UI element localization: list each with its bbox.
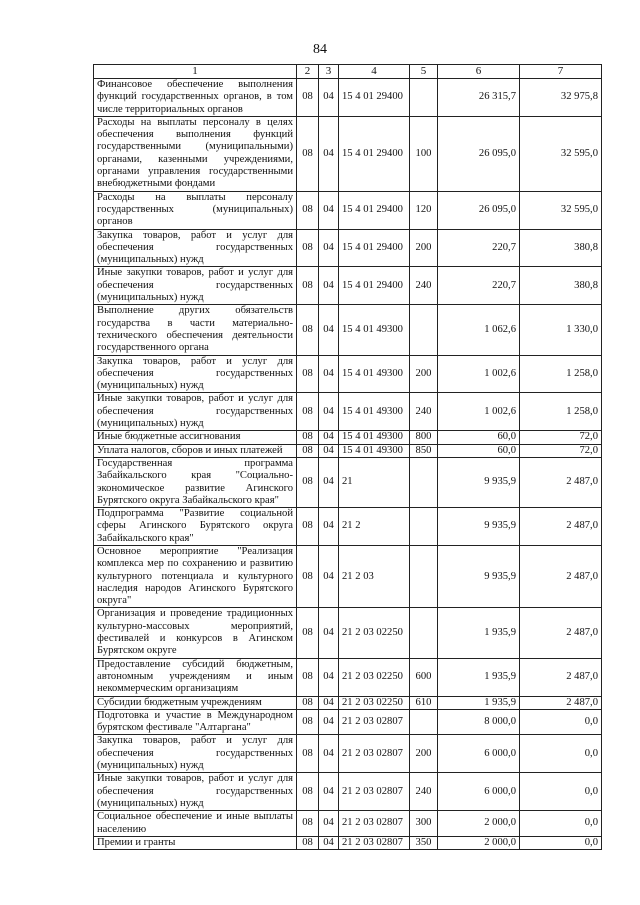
- row-name: Подготовка и участие в Международном бурятском фестивале "Алтаргана": [94, 709, 297, 735]
- row-subsection: 04: [319, 457, 339, 507]
- row-amount-1: 9 935,9: [438, 457, 520, 507]
- table-row: [94, 735, 602, 773]
- row-amount-2: 2 487,0: [520, 608, 602, 658]
- budget-table: [93, 64, 602, 850]
- row-target-code: 15 4 01 29400: [339, 267, 410, 305]
- row-amount-2: 380,8: [520, 267, 602, 305]
- row-subsection: 04: [319, 811, 339, 837]
- row-amount-2: 72,0: [520, 444, 602, 457]
- row-amount-1: 9 935,9: [438, 545, 520, 607]
- row-target-code: 21 2: [339, 508, 410, 546]
- table-row: [94, 709, 602, 735]
- row-section: 08: [297, 508, 319, 546]
- row-name: Премии и гранты: [94, 836, 297, 849]
- row-section: 08: [297, 658, 319, 696]
- row-target-code: 15 4 01 49300: [339, 444, 410, 457]
- table-row: [94, 116, 602, 191]
- row-amount-2: 2 487,0: [520, 658, 602, 696]
- col-header-2: 2: [297, 65, 319, 79]
- page-number: 84: [313, 42, 327, 57]
- row-subsection: 04: [319, 305, 339, 355]
- table-row: [94, 393, 602, 431]
- row-amount-1: 1 002,6: [438, 393, 520, 431]
- col-header-5: 5: [410, 65, 438, 79]
- row-amount-2: 2 487,0: [520, 508, 602, 546]
- row-subsection: 04: [319, 191, 339, 229]
- row-section: 08: [297, 709, 319, 735]
- row-section: 08: [297, 457, 319, 507]
- table-row: [94, 355, 602, 393]
- row-target-code: 15 4 01 49300: [339, 393, 410, 431]
- row-target-code: 21 2 03 02250: [339, 696, 410, 709]
- row-amount-1: 220,7: [438, 267, 520, 305]
- row-amount-1: 60,0: [438, 444, 520, 457]
- row-amount-2: 380,8: [520, 229, 602, 267]
- row-section: 08: [297, 79, 319, 117]
- row-amount-1: 9 935,9: [438, 508, 520, 546]
- row-subsection: 04: [319, 773, 339, 811]
- row-expense-type: 100: [410, 116, 438, 191]
- row-amount-2: 2 487,0: [520, 545, 602, 607]
- row-amount-2: 72,0: [520, 431, 602, 444]
- row-expense-type: 600: [410, 658, 438, 696]
- row-section: 08: [297, 696, 319, 709]
- row-amount-2: 1 258,0: [520, 355, 602, 393]
- table-row: [94, 836, 602, 849]
- col-header-1: 1: [94, 65, 297, 79]
- row-amount-2: 0,0: [520, 836, 602, 849]
- row-amount-1: 26 095,0: [438, 191, 520, 229]
- table-row: [94, 229, 602, 267]
- row-section: 08: [297, 431, 319, 444]
- row-target-code: 21 2 03 02250: [339, 608, 410, 658]
- row-expense-type: [410, 79, 438, 117]
- row-expense-type: 120: [410, 191, 438, 229]
- row-amount-1: 2 000,0: [438, 811, 520, 837]
- row-section: 08: [297, 229, 319, 267]
- row-amount-1: 26 095,0: [438, 116, 520, 191]
- row-subsection: 04: [319, 267, 339, 305]
- row-amount-2: 2 487,0: [520, 457, 602, 507]
- row-amount-1: 1 062,6: [438, 305, 520, 355]
- row-name: Социальное обеспечение и иные выплаты населению: [94, 811, 297, 837]
- row-name: Подпрограмма "Развитие социальной сферы Агинского Бурятского округа Забайкальского края": [94, 508, 297, 546]
- row-subsection: 04: [319, 229, 339, 267]
- row-name: Иные закупки товаров, работ и услуг для обеспечения государственных (муниципальных) нужд: [94, 773, 297, 811]
- row-name: Расходы на выплаты персоналу в целях обеспечения выполнения функций государственными (муниципальными) органами, казенными учреждениями, органами управления государственными внебюджетными фондами: [94, 116, 297, 191]
- row-name: Государственная программа Забайкальского края "Социально-экономическое развитие Агинского Бурятского округа Забайкальского края": [94, 457, 297, 507]
- table-row: [94, 444, 602, 457]
- row-name: Выполнение других обязательств государства в части материально-технического обеспечения деятельности государственного органа: [94, 305, 297, 355]
- row-section: 08: [297, 116, 319, 191]
- row-subsection: 04: [319, 836, 339, 849]
- row-name: Иные бюджетные ассигнования: [94, 431, 297, 444]
- row-amount-2: 0,0: [520, 709, 602, 735]
- col-header-4: 4: [339, 65, 410, 79]
- row-expense-type: 200: [410, 735, 438, 773]
- row-expense-type: [410, 709, 438, 735]
- row-target-code: 15 4 01 49300: [339, 431, 410, 444]
- col-header-3: 3: [319, 65, 339, 79]
- row-expense-type: 610: [410, 696, 438, 709]
- row-expense-type: [410, 305, 438, 355]
- row-amount-1: 6 000,0: [438, 735, 520, 773]
- row-name: Расходы на выплаты персоналу государственных (муниципальных) органов: [94, 191, 297, 229]
- row-target-code: 15 4 01 49300: [339, 355, 410, 393]
- table-row: [94, 191, 602, 229]
- table-row: [94, 79, 602, 117]
- row-target-code: 15 4 01 49300: [339, 305, 410, 355]
- table-row: [94, 305, 602, 355]
- row-section: 08: [297, 355, 319, 393]
- table-row: [94, 608, 602, 658]
- row-subsection: 04: [319, 508, 339, 546]
- row-expense-type: [410, 457, 438, 507]
- row-expense-type: [410, 508, 438, 546]
- row-target-code: 21 2 03: [339, 545, 410, 607]
- row-amount-2: 0,0: [520, 773, 602, 811]
- row-section: 08: [297, 811, 319, 837]
- row-expense-type: 240: [410, 393, 438, 431]
- row-target-code: 15 4 01 29400: [339, 79, 410, 117]
- row-name: Закупка товаров, работ и услуг для обеспечения государственных (муниципальных) нужд: [94, 229, 297, 267]
- row-section: 08: [297, 267, 319, 305]
- row-target-code: 21 2 03 02807: [339, 773, 410, 811]
- row-target-code: 21 2 03 02807: [339, 709, 410, 735]
- row-amount-2: 32 595,0: [520, 116, 602, 191]
- row-target-code: 15 4 01 29400: [339, 116, 410, 191]
- row-expense-type: 200: [410, 355, 438, 393]
- row-name: Организация и проведение традиционных культурно-массовых мероприятий, фестивалей и конкурсов в Агинском Бурятском округе: [94, 608, 297, 658]
- row-amount-2: 2 487,0: [520, 696, 602, 709]
- row-name: Основное мероприятие "Реализация комплекса мер по сохранению и развитию культурного потенциала и культурного наследия народов Агинского Бурятского округа": [94, 545, 297, 607]
- row-section: 08: [297, 444, 319, 457]
- table-row: [94, 457, 602, 507]
- row-subsection: 04: [319, 355, 339, 393]
- row-target-code: 21 2 03 02807: [339, 735, 410, 773]
- row-amount-1: 1 002,6: [438, 355, 520, 393]
- table-row: [94, 267, 602, 305]
- table-row: [94, 696, 602, 709]
- row-subsection: 04: [319, 79, 339, 117]
- row-section: 08: [297, 191, 319, 229]
- col-header-6: 6: [438, 65, 520, 79]
- table-row: [94, 658, 602, 696]
- row-name: Финансовое обеспечение выполнения функций государственных органов, в том числе территориальных органов: [94, 79, 297, 117]
- row-section: 08: [297, 608, 319, 658]
- row-name: Закупка товаров, работ и услуг для обеспечения государственных (муниципальных) нужд: [94, 355, 297, 393]
- row-name: Иные закупки товаров, работ и услуг для обеспечения государственных (муниципальных) нужд: [94, 267, 297, 305]
- row-section: 08: [297, 545, 319, 607]
- row-name: Уплата налогов, сборов и иных платежей: [94, 444, 297, 457]
- row-amount-1: 1 935,9: [438, 658, 520, 696]
- row-expense-type: 850: [410, 444, 438, 457]
- row-amount-1: 1 935,9: [438, 608, 520, 658]
- row-amount-2: 32 595,0: [520, 191, 602, 229]
- row-section: 08: [297, 735, 319, 773]
- table-row: [94, 773, 602, 811]
- row-subsection: 04: [319, 431, 339, 444]
- row-section: 08: [297, 393, 319, 431]
- row-name: Субсидии бюджетным учреждениям: [94, 696, 297, 709]
- row-subsection: 04: [319, 608, 339, 658]
- table-row: [94, 431, 602, 444]
- row-amount-1: 8 000,0: [438, 709, 520, 735]
- row-expense-type: 800: [410, 431, 438, 444]
- row-amount-1: 60,0: [438, 431, 520, 444]
- row-target-code: 15 4 01 29400: [339, 229, 410, 267]
- row-expense-type: 200: [410, 229, 438, 267]
- row-section: 08: [297, 836, 319, 849]
- row-expense-type: [410, 608, 438, 658]
- row-amount-1: 1 935,9: [438, 696, 520, 709]
- row-subsection: 04: [319, 545, 339, 607]
- row-target-code: 21 2 03 02807: [339, 836, 410, 849]
- row-name: Иные закупки товаров, работ и услуг для обеспечения государственных (муниципальных) нужд: [94, 393, 297, 431]
- row-section: 08: [297, 773, 319, 811]
- row-subsection: 04: [319, 709, 339, 735]
- row-expense-type: 240: [410, 773, 438, 811]
- table-body: [94, 79, 602, 850]
- row-amount-2: 1 330,0: [520, 305, 602, 355]
- row-subsection: 04: [319, 393, 339, 431]
- row-target-code: 21: [339, 457, 410, 507]
- row-expense-type: 240: [410, 267, 438, 305]
- table-row: [94, 545, 602, 607]
- row-subsection: 04: [319, 658, 339, 696]
- row-amount-1: 6 000,0: [438, 773, 520, 811]
- table-row: [94, 508, 602, 546]
- row-section: 08: [297, 305, 319, 355]
- row-name: Закупка товаров, работ и услуг для обеспечения государственных (муниципальных) нужд: [94, 735, 297, 773]
- row-target-code: 15 4 01 29400: [339, 191, 410, 229]
- row-subsection: 04: [319, 696, 339, 709]
- row-amount-1: 26 315,7: [438, 79, 520, 117]
- row-subsection: 04: [319, 735, 339, 773]
- row-expense-type: 350: [410, 836, 438, 849]
- row-amount-2: 0,0: [520, 811, 602, 837]
- col-header-7: 7: [520, 65, 602, 79]
- row-subsection: 04: [319, 444, 339, 457]
- row-amount-2: 1 258,0: [520, 393, 602, 431]
- row-name: Предоставление субсидий бюджетным, автономным учреждениям и иным некоммерческим организациям: [94, 658, 297, 696]
- row-amount-1: 220,7: [438, 229, 520, 267]
- row-subsection: 04: [319, 116, 339, 191]
- row-expense-type: [410, 545, 438, 607]
- row-target-code: 21 2 03 02250: [339, 658, 410, 696]
- row-expense-type: 300: [410, 811, 438, 837]
- row-amount-2: 32 975,8: [520, 79, 602, 117]
- header-row: [94, 65, 602, 79]
- row-amount-2: 0,0: [520, 735, 602, 773]
- table-row: [94, 811, 602, 837]
- row-target-code: 21 2 03 02807: [339, 811, 410, 837]
- row-amount-1: 2 000,0: [438, 836, 520, 849]
